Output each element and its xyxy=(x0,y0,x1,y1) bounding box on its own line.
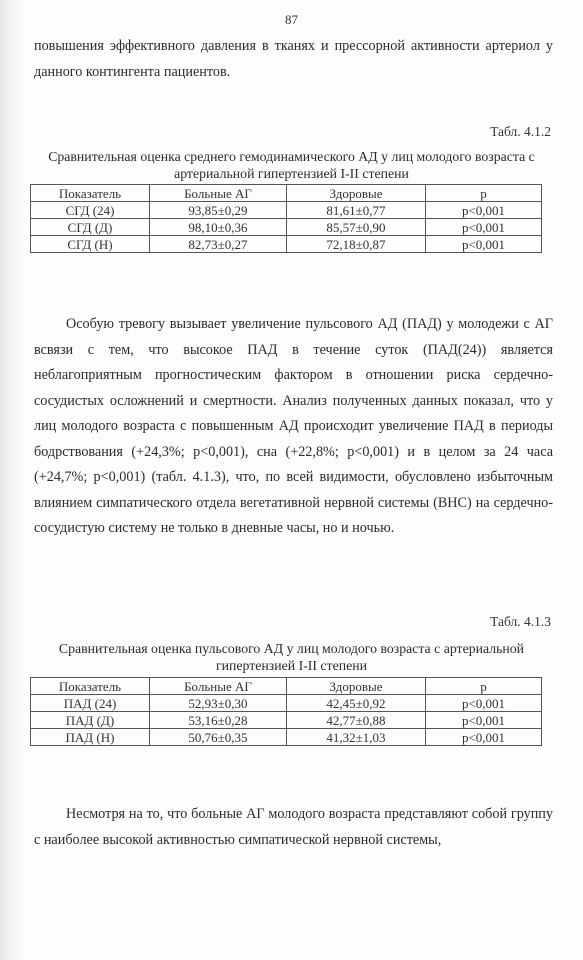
column-header: р xyxy=(426,185,542,202)
table-cell: 98,10±0,36 xyxy=(150,219,287,236)
table-cell: СГД (24) xyxy=(31,202,150,219)
column-header: р xyxy=(426,678,542,695)
table-cell: 81,61±0,77 xyxy=(287,202,426,219)
table-cell: 53,16±0,28 xyxy=(150,712,287,729)
table-caption-4-1-3: Сравнительная оценка пульсового АД у лиц молодого возраста с артериальной гипертензией I-II степени xyxy=(58,641,525,673)
table-cell: 52,93±0,30 xyxy=(150,695,287,712)
table-header-row xyxy=(31,185,542,202)
table-cell: р<0,001 xyxy=(426,202,542,219)
table-cell: 42,45±0,92 xyxy=(287,695,426,712)
table-mean-pressure xyxy=(30,184,542,253)
table-cell: р<0,001 xyxy=(426,729,542,746)
table-cell: 85,57±0,90 xyxy=(287,219,426,236)
column-header: Больные АГ xyxy=(150,678,287,695)
table-label-4-1-3: Табл. 4.1.3 xyxy=(490,614,551,629)
table-cell: ПАД (Д) xyxy=(31,712,150,729)
table-label-4-1-2: Табл. 4.1.2 xyxy=(490,124,551,139)
page-number: 87 xyxy=(285,12,298,27)
table-cell: р<0,001 xyxy=(426,236,542,253)
table-cell: 82,73±0,27 xyxy=(150,236,287,253)
column-header: Показатель xyxy=(31,678,150,695)
paragraph-closing: Несмотря на то, что больные АГ молодого возраста представляют собой группу с наиболее высокой активностью симпатической нервной системы, xyxy=(34,806,553,848)
table-caption-4-1-2: Сравнительная оценка среднего гемодинамического АД у лиц молодого возраста с артериальной гипертензией I-II степени xyxy=(48,149,535,181)
table-row xyxy=(31,202,542,219)
paragraph-intro: повышения эффективного давления в тканях и прессорной активности артериол у данного контингента пациентов. xyxy=(34,38,553,80)
table-cell: 50,76±0,35 xyxy=(150,729,287,746)
table-row xyxy=(31,695,542,712)
table-cell: 42,77±0,88 xyxy=(287,712,426,729)
table-cell: СГД (Д) xyxy=(31,219,150,236)
column-header: Показатель xyxy=(31,185,150,202)
table-cell: 72,18±0,87 xyxy=(287,236,426,253)
scan-edge-shadow xyxy=(0,0,26,960)
table-cell: ПАД (24) xyxy=(31,695,150,712)
table-row xyxy=(31,236,542,253)
column-header: Больные АГ xyxy=(150,185,287,202)
table-header-row xyxy=(31,678,542,695)
table-cell: 93,85±0,29 xyxy=(150,202,287,219)
table-cell: СГД (Н) xyxy=(31,236,150,253)
table-cell: р<0,001 xyxy=(426,219,542,236)
table-pulse-pressure xyxy=(30,677,542,746)
table-cell: р<0,001 xyxy=(426,695,542,712)
column-header: Здоровые xyxy=(287,185,426,202)
table-cell: 41,32±1,03 xyxy=(287,729,426,746)
table-cell: ПАД (Н) xyxy=(31,729,150,746)
paragraph-pulse-pressure: Особую тревогу вызывает увеличение пульсового АД (ПАД) у молодежи с АГ всвязи с тем, что высокое ПАД в течение суток (ПАД(24)) является неблагоприятным прогностическим фактором в отношении риска сердечно-сосудистых осложнений и смертности. Анализ полученных данных показал, что у лиц молодого возраста с повышенным АД происходит увеличение ПАД в периоды бодрствования (+24,3%; р<0,001), сна (+22,8%; р<0,001) и в целом за 24 часа (+24,7%; р<0,001) (табл. 4.1.3), что, по всей видимости, обусловлено избыточным влиянием симпатического отдела вегетативной нервной системы (ВНС) на сердечно-сосудистую систему не только в дневные часы, но и ночью. xyxy=(34,316,553,536)
table-row xyxy=(31,712,542,729)
table-row xyxy=(31,729,542,746)
table-cell: р<0,001 xyxy=(426,712,542,729)
column-header: Здоровые xyxy=(287,678,426,695)
table-row xyxy=(31,219,542,236)
